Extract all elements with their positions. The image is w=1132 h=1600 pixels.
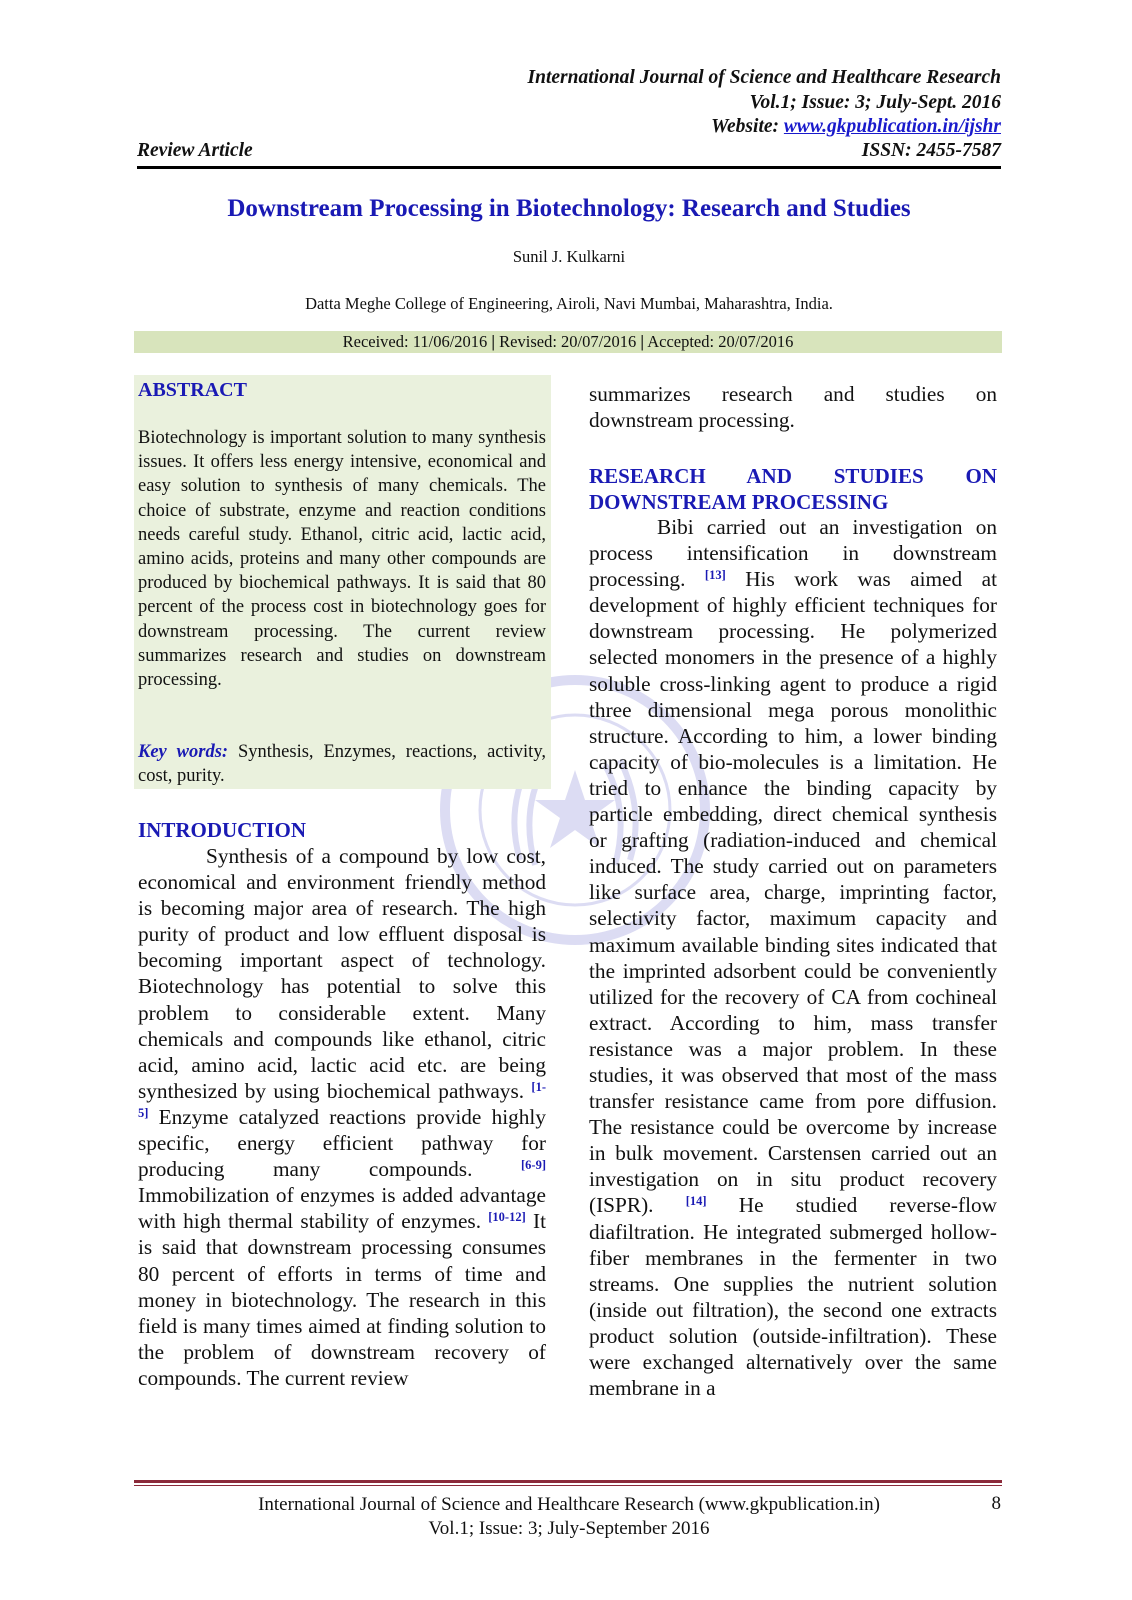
journal-header	[137, 66, 1001, 140]
intro-text-3: Immobilization of enzymes is added advantage with high thermal stability of enzymes.	[138, 1183, 546, 1234]
research-heading	[589, 463, 997, 515]
introduction-paragraph	[138, 843, 546, 1391]
revised-date: Revised: 20/07/2016	[499, 332, 637, 351]
accepted-date: Accepted: 20/07/2016	[647, 332, 794, 351]
article-type: Review Article	[137, 140, 253, 161]
intro-text-1: Synthesis of a compound by low cost, economical and environment friendly method is becoming major area of research. The high purity of product and low effluent disposal is becoming important aspect of technology. Biotechnology has potential to solve this problem to considerable extent. Many chemicals and compounds like ethanol, citric acid, amino acid, lactic acid etc. are being synthesized by using biochemical pathways.	[138, 844, 546, 1103]
citation[interactable]: [6-9]	[521, 1158, 546, 1173]
journal-website	[137, 115, 1001, 140]
continued-text: summarizes research and studies on downstream processing.	[589, 382, 997, 433]
footer-volume: Vol.1; Issue: 3; July-September 2016	[428, 1518, 710, 1539]
research-heading-line2: DOWNSTREAM PROCESSING	[589, 490, 889, 514]
keywords	[138, 740, 546, 788]
research-text-3: He studied reverse-flow diafiltration. He integrated submerged hollow-fiber membranes in the fermenter in two streams. One supplies the nutrient solution (inside out filtration), the second one extracts product solution (outside-infiltration). These were exchanged alternatively over the same membrane in a	[589, 1193, 998, 1401]
received-date: Received: 11/06/2016	[342, 332, 488, 351]
citation[interactable]: [1-5]	[138, 1079, 546, 1120]
website-link[interactable]: www.gkpublication.in/ijshr	[783, 116, 1001, 137]
introduction-heading: INTRODUCTION	[138, 818, 307, 842]
paper-title: Downstream Processing in Biotechnology: Research and Studies	[227, 195, 911, 222]
citation[interactable]: [10-12]	[488, 1210, 526, 1225]
journal-name: International Journal of Science and Healthcare Research	[527, 67, 1001, 88]
abstract-box	[134, 375, 551, 789]
footer-divider	[134, 1480, 1002, 1483]
author-name: Sunil J. Kulkarni	[512, 247, 626, 266]
research-heading-line1: RESEARCH AND STUDIES ON	[589, 464, 997, 488]
journal-volume: Vol.1; Issue: 3; July-Sept. 2016	[749, 91, 1001, 113]
footer-divider-thin	[134, 1485, 1002, 1486]
website-label: Website:	[711, 116, 780, 137]
keywords-label: Key words:	[138, 742, 229, 762]
keywords-list: Synthesis, Enzymes, reactions, activity, cost, purity.	[138, 742, 546, 787]
author-affiliation: Datta Meghe College of Engineering, Airoli, Navi Mumbai, Maharashtra, India.	[305, 294, 833, 313]
intro-text-4: It is said that downstream processing consumes 80 percent of efforts in terms of time and money in biotechnology. The research in this field is many times aimed at finding solution to the problem of downstream recovery of compounds. The current review	[138, 1209, 546, 1390]
dates-band	[134, 331, 1002, 353]
abstract-heading: ABSTRACT	[138, 379, 247, 401]
footer	[137, 1493, 1001, 1541]
issn: ISSN: 2455-7587	[861, 140, 1001, 161]
research-text-1: Bibi carried out an investigation on process intensification in downstream processing.	[589, 515, 997, 592]
header-divider	[137, 166, 1001, 169]
citation[interactable]: [13]	[704, 568, 726, 583]
intro-text-2: Enzyme catalyzed reactions provide highly specific, energy efficient pathway for producing many compounds.	[138, 1104, 546, 1182]
abstract-text: Biotechnology is important solution to many synthesis issues. It offers less energy intensive, economical and easy solution to synthesis of many chemicals. The choice of substrate, enzyme and reaction conditions needs careful study. Ethanol, citric acid, lactic acid, amino acids, proteins and many other compounds are produced by biochemical pathways. It is said that 80 percent of the process cost in biotechnology goes for downstream processing. The current review summarizes research and studies on downstream processing.	[138, 428, 546, 691]
research-text-2: His work was aimed at development of highly efficient techniques for downstream processing. He polymerized selected monomers in the presence of a highly soluble cross-linking agent to produce a rigid three dimensional mega porous monolithic structure. According to him, a lower binding capacity of bio-molecules is a limitation. He tried to enhance the binding capacity by particle embedding, direct chemical synthesis or grafting (radiation-induced and chemical induced. The study carried out on parameters like surface area, charge, imprinting factor, selectivity factor, maximum capacity and maximum available binding sites indicated that the imprinted adsorbent could be conveniently utilized for the recovery of CA from cochineal extract. According to him, mass transfer resistance was a major problem. In these studies, it was observed that most of the mass transfer resistance came from pore diffusion. The resistance could be overcome by increase in bulk movement. Carstensen carried out an investigation on in situ product recovery (ISPR).	[589, 567, 997, 1218]
header-meta	[137, 140, 1001, 164]
citation[interactable]: [14]	[685, 1194, 707, 1209]
footer-journal: International Journal of Science and Healthcare Research (www.gkpublication.in)	[258, 1494, 880, 1515]
date-separator: |	[640, 332, 644, 351]
page-number: 8	[991, 1493, 1001, 1514]
research-paragraph	[589, 514, 997, 1401]
date-separator: |	[491, 332, 496, 351]
